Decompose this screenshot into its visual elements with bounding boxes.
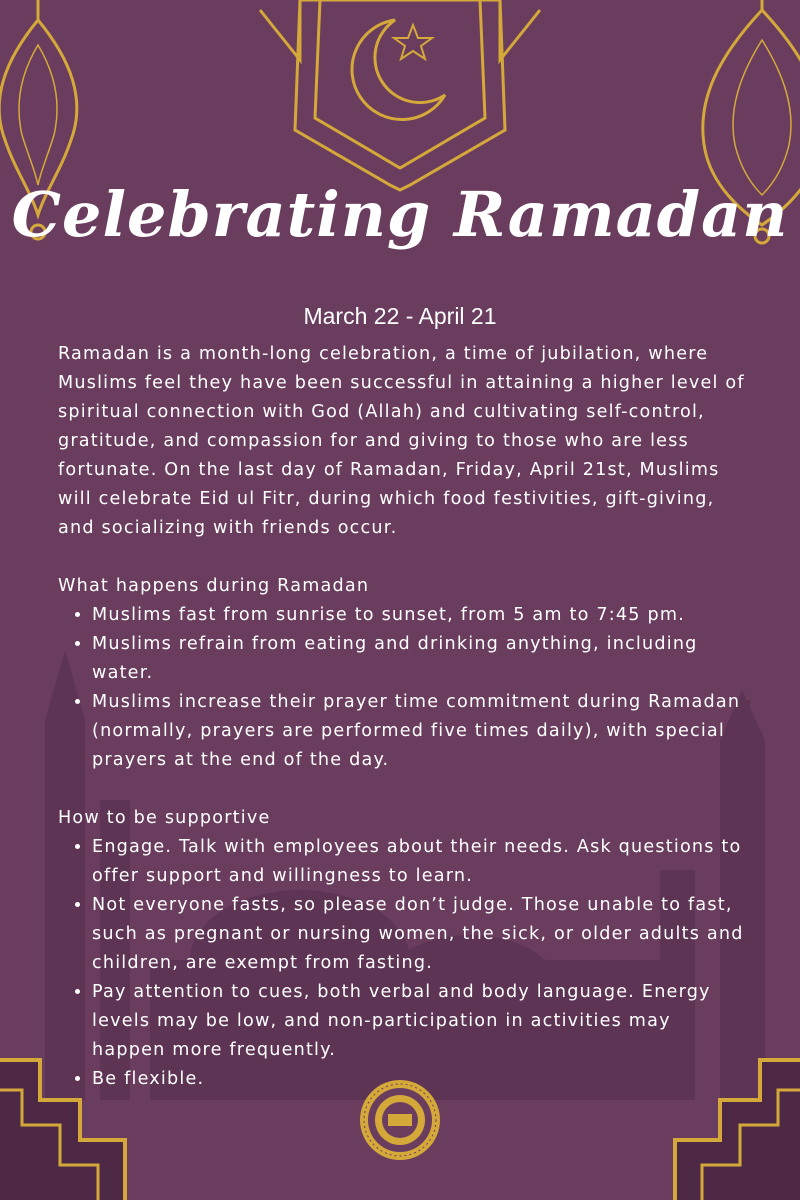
list-item: • Muslims refrain from eating and drinking anything, including water. [92, 630, 748, 688]
list-item: • Engage. Talk with employees about their needs. Ask questions to offer support and willingness to learn. [92, 833, 748, 891]
list-item: • Muslims increase their prayer time commitment during Ramadan (normally, prayers are performed five times daily), with special prayers at the end of the day. [92, 688, 748, 775]
list-item: • Not everyone fasts, so please don’t judge. Those unable to fast, such as pregnant or nursing women, the sick, or older adults and children, are exempt from fasting. [92, 891, 748, 978]
page-title: Celebrating Ramadan [11, 178, 789, 251]
what-happens-list [58, 601, 748, 775]
county-seal-logo [358, 1078, 442, 1162]
section-heading-what-happens: What happens during Ramadan [58, 576, 370, 596]
list-item: • Pay attention to cues, both verbal and body language. Energy levels may be low, and non-participation in activities may happen more frequently. [92, 978, 748, 1065]
list-item: • Muslims fast from sunrise to sunset, from 5 am to 7:45 pm. [92, 601, 748, 630]
date-range: March 22 - April 21 [303, 303, 497, 329]
star-icon [394, 25, 432, 59]
intro-paragraph: Ramadan is a month-long celebration, a time of jubilation, where Muslims feel they have been successful in attaining a higher level of spiritual connection with God (Allah) and cultivating self-control, gratitude, and compassion for and giving to those who are less fortunate. On the last day of Ramadan, Friday, April 21st, Muslims will celebrate Eid ul Fitr, during which food festivities, gift-giving, and socializing with friends occur. [58, 344, 745, 538]
how-to-support-list [58, 833, 748, 1094]
section-heading-how-to-support: How to be supportive [58, 808, 271, 828]
star-frame-graphic [260, 0, 540, 190]
content-body [58, 340, 748, 1094]
crescent-icon [352, 20, 445, 120]
list-item: • Be flexible. [92, 1065, 748, 1094]
